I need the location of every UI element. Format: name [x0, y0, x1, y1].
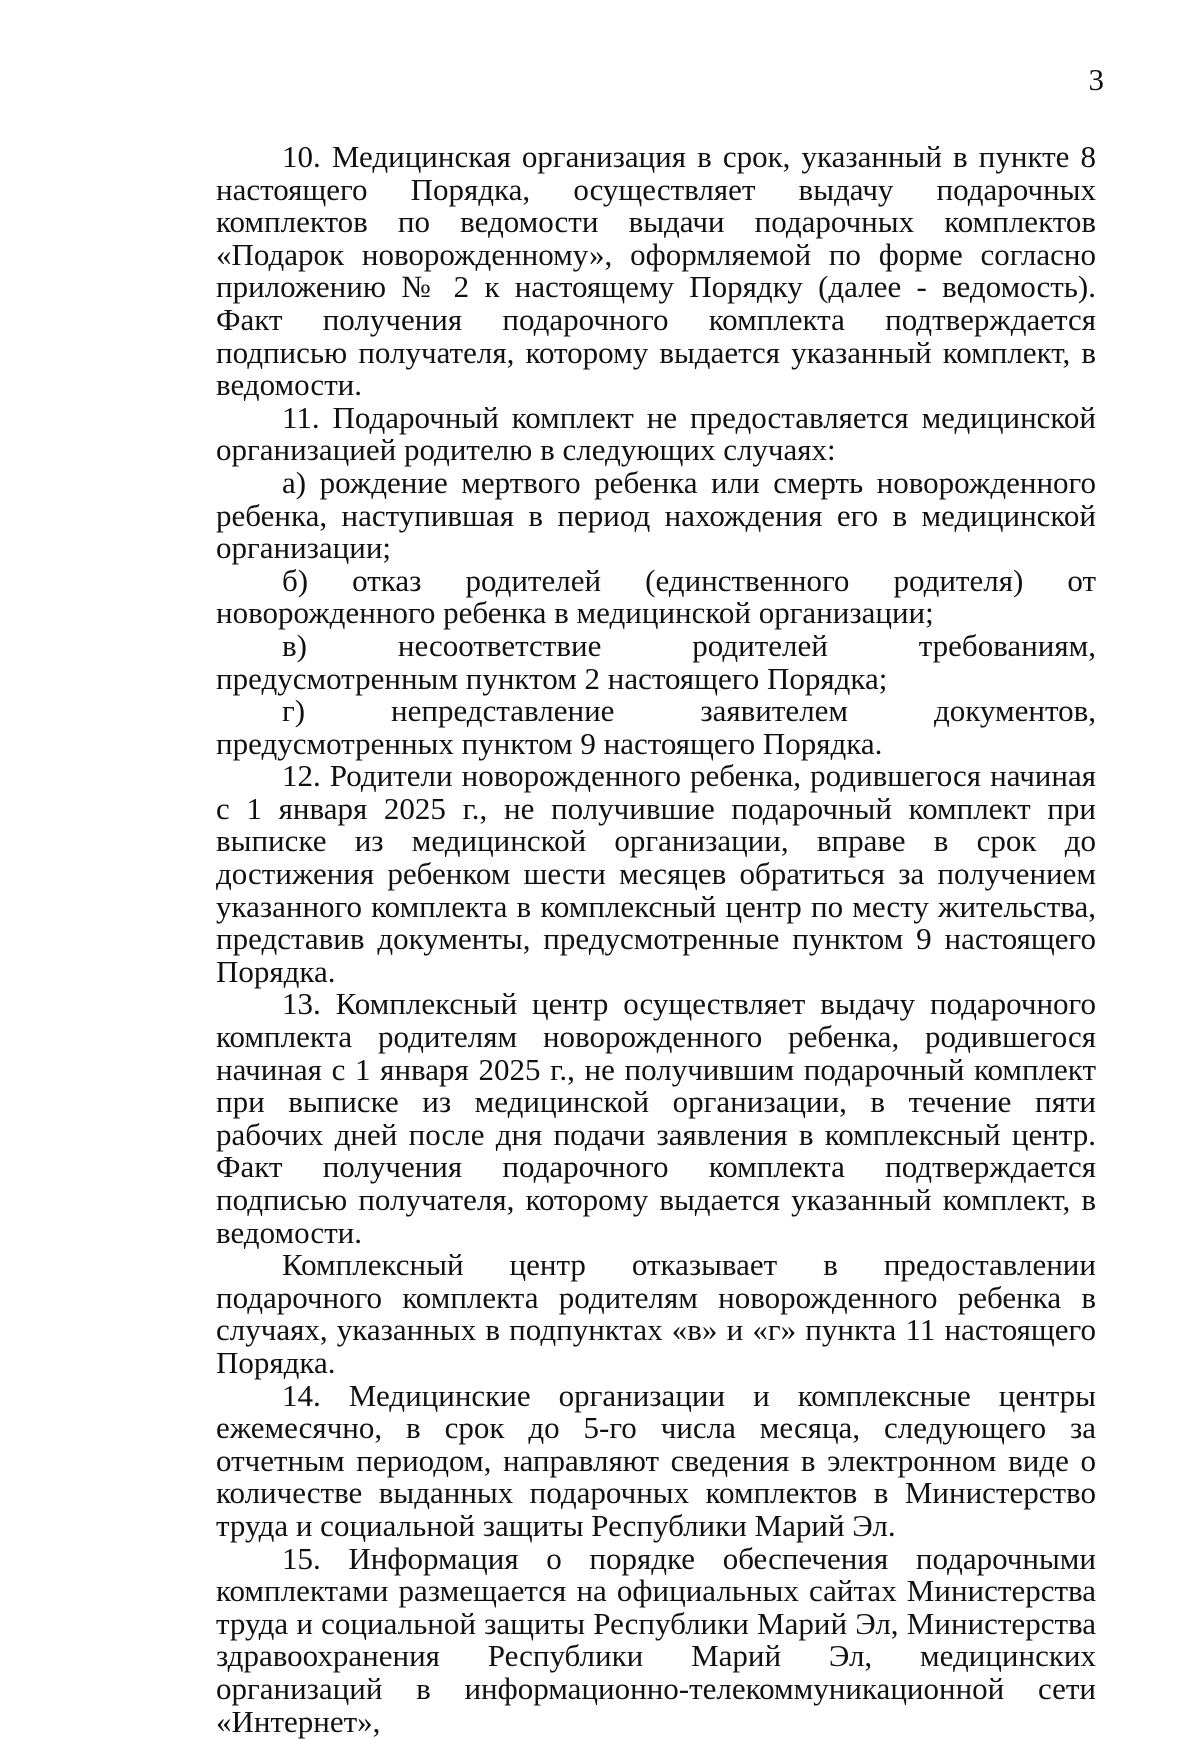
paragraph-15: 15. Информация о порядке обеспечения подарочными комплектами размещается на официальных сайтах Министерства труда и социальной защиты Республики Марий Эл, Министерства здравоохранения Республики Марий Эл, медицинских организаций в информационно-телекоммуникационной сети «Интернет»,	[216, 1540, 1096, 1739]
paragraph-13-refusal: Комплексный центр отказывает в предоставлении подарочного комплекта родителям новорожденного ребенка в случаях, указанных в подпунктах «в» и «г» пункта 11 настоящего Порядка.	[216, 1247, 1096, 1380]
paragraph-12: 12. Родители новорожденного ребенка, родившегося начиная с 1 января 2025 г., не получившие подарочный комплект при выписке из медицинской организации, вправе в срок до достижения ребенком шести месяцев обратиться за получением указанного комплекта в комплексный центр по месту жительства, представив документы, предусмотренные пунктом 9 настоящего Порядка.	[216, 758, 1096, 989]
paragraph-11: 11. Подарочный комплект не предоставляется медицинской организацией родителю в следующих случаях:	[216, 399, 1096, 468]
paragraph-11-v: в) несоответствие родителей требованиям, предусмотренным пунктом 2 настоящего Порядка;	[216, 627, 1096, 696]
paragraph-13: 13. Комплексный центр осуществляет выдачу подарочного комплекта родителям новорожденного ребенка, родившегося начиная с 1 января 2025 г., не получившим подарочный комплект при выписке из медицинской организации, в течение пяти рабочих дней после дня подачи заявления в комплексный центр. Факт получения подарочного комплекта подтверждается подписью получателя, которому выдается указанный комплект, в ведомости.	[216, 986, 1096, 1250]
page-number: 3	[1088, 62, 1104, 97]
document-body	[216, 141, 1096, 1738]
paragraph-11-a: а) рождение мертвого ребенка или смерть новорожденного ребенка, наступившая в период нахождения его в медицинской организации;	[216, 464, 1096, 566]
paragraph-14: 14. Медицинские организации и комплексные центры ежемесячно, в срок до 5-го числа месяца, следующего за отчетным периодом, направляют сведения в электронном виде о количестве выданных подарочных комплектов в Министерство труда и социальной защиты Республики Марий Эл.	[216, 1377, 1096, 1543]
paragraph-11-b: б) отказ родителей (единственного родителя) от новорожденного ребенка в медицинской организации;	[216, 562, 1096, 631]
paragraph-11-g: г) непредставление заявителем документов, предусмотренных пунктом 9 настоящего Порядка.	[216, 693, 1096, 761]
paragraph-10: 10. Медицинская организация в срок, указанный в пункте 8 настоящего Порядка, осуществляет выдачу подарочных комплектов по ведомости выдачи подарочных комплектов «Подарок новорожденному», оформляемой по форме согласно приложению № 2 к настоящему Порядку (далее - ведомость). Факт получения подарочного комплекта подтверждается подписью получателя, которому выдается указанный комплект, в ведомости.	[216, 139, 1096, 403]
